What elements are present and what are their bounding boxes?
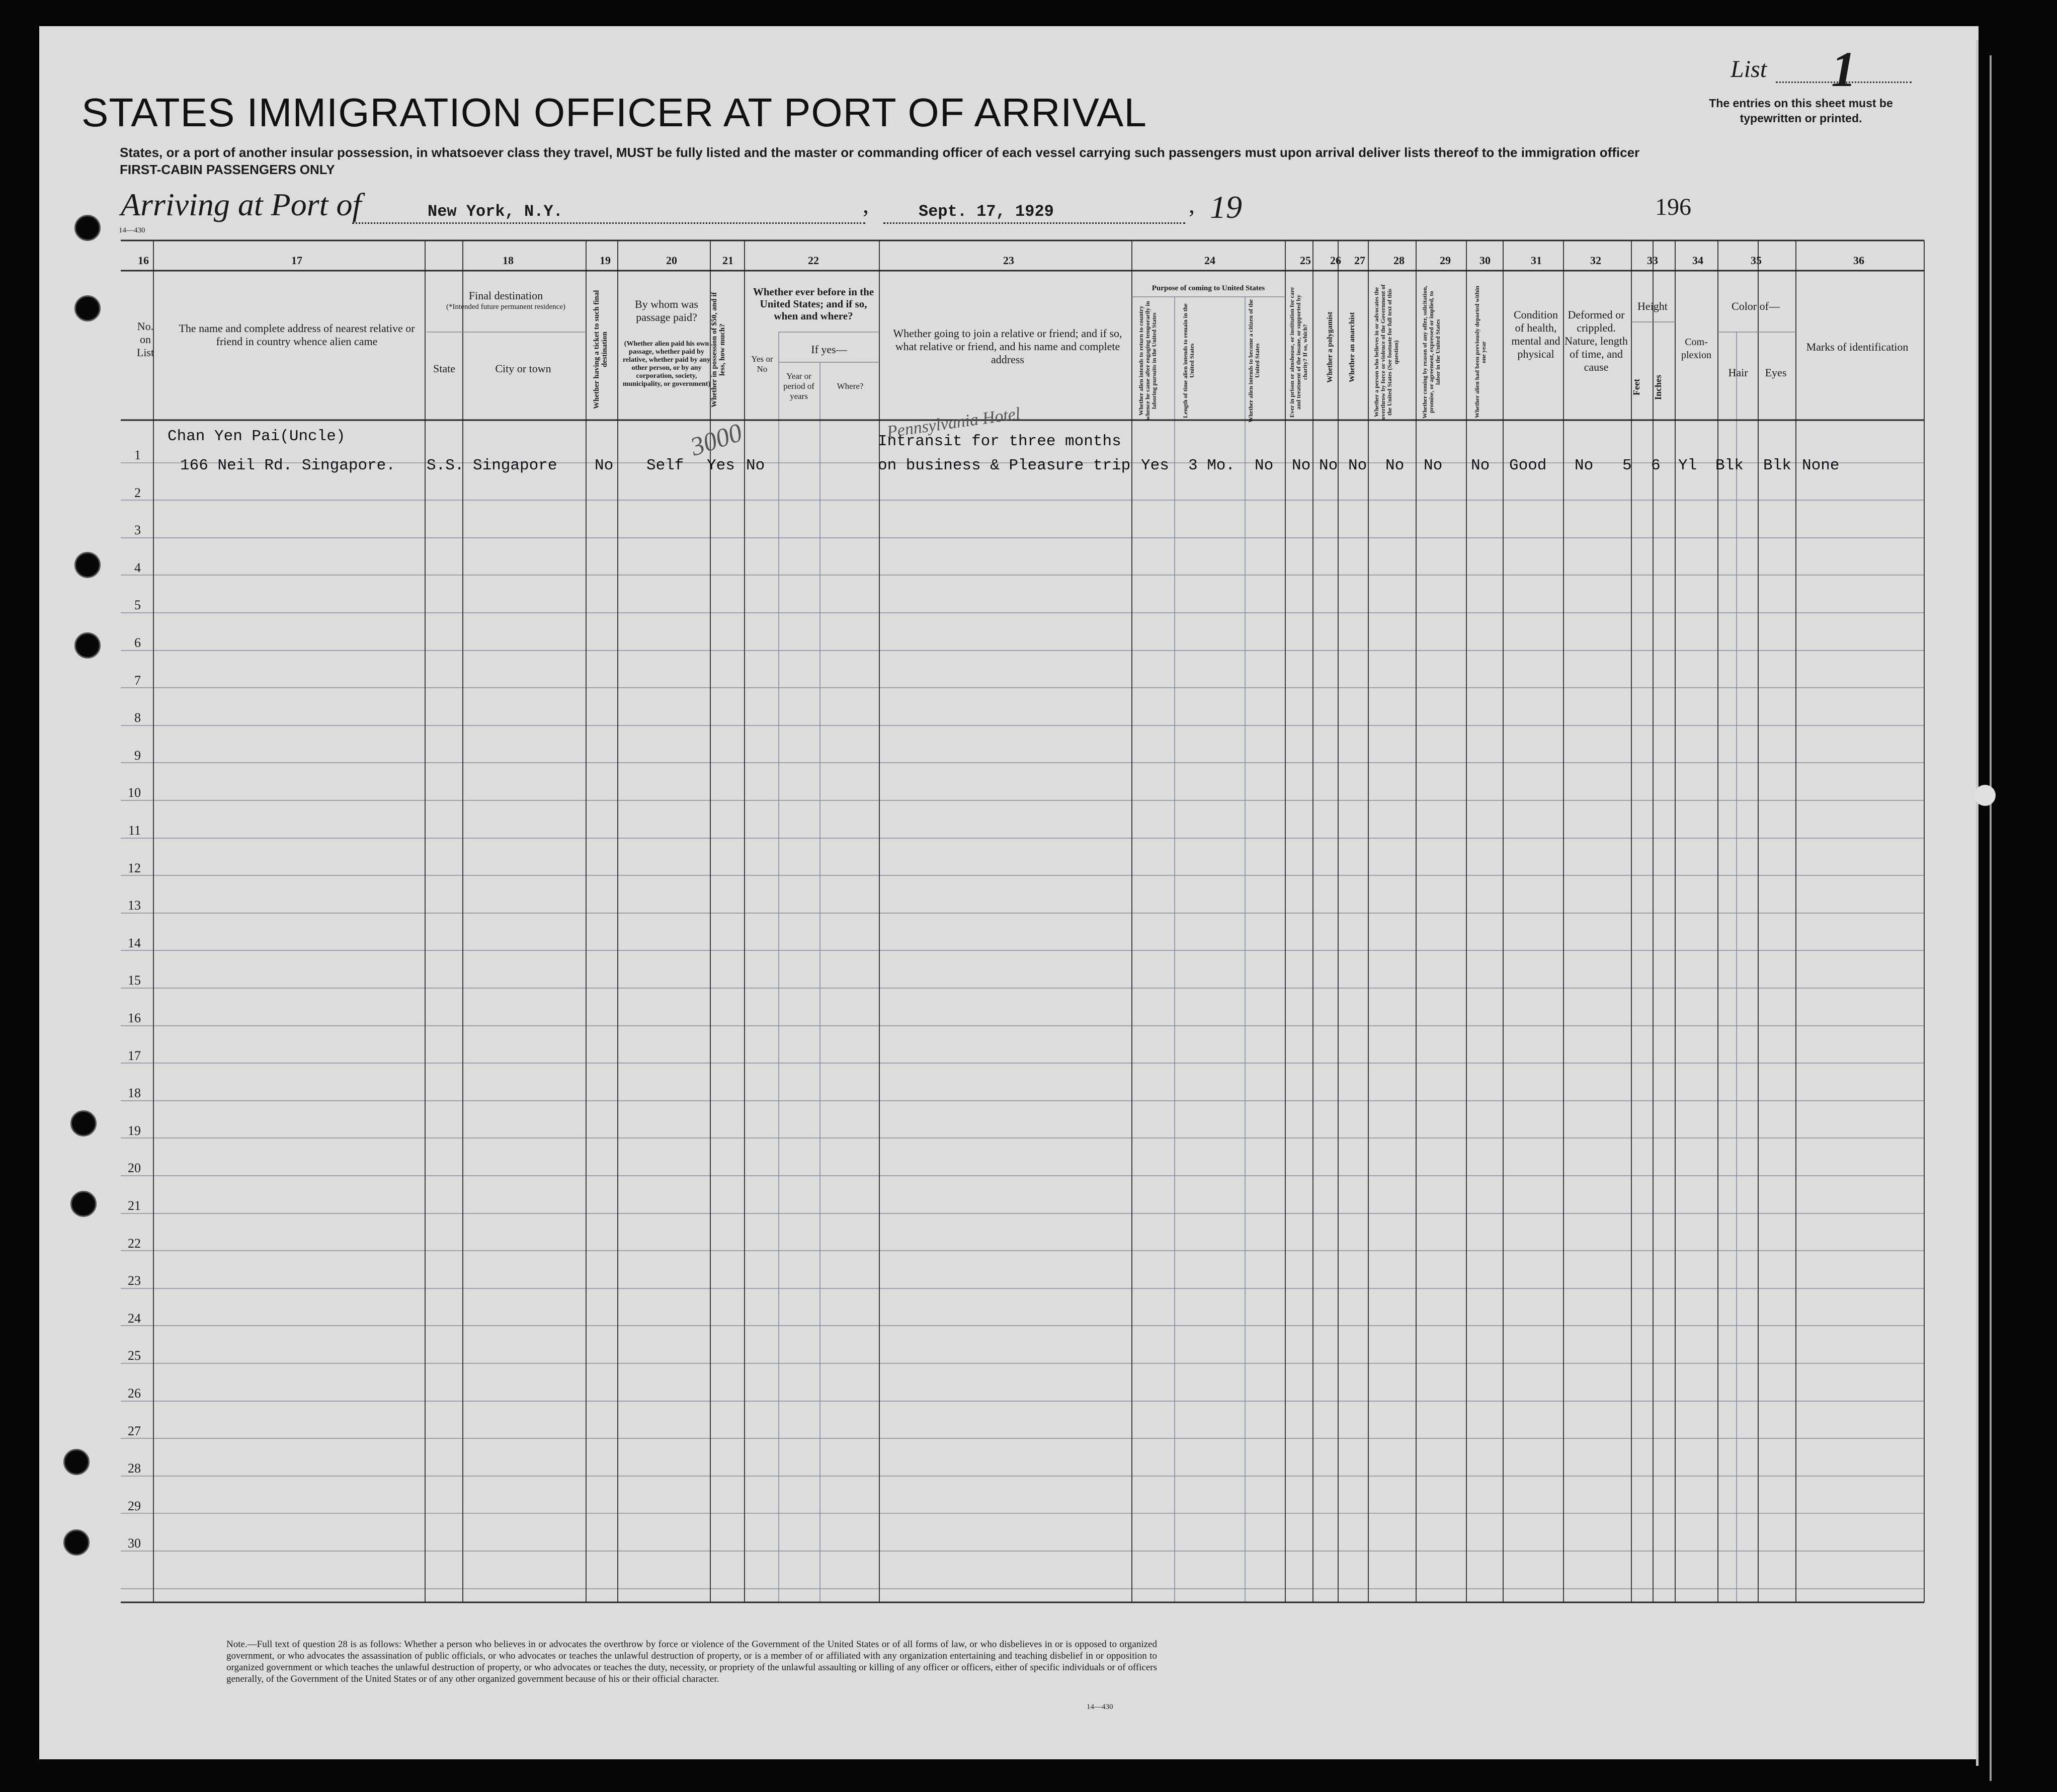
row-number: 17 — [128, 1048, 141, 1063]
header-final-destination-note: (*Intended future permanent residence) — [446, 303, 565, 311]
col-number: 19 — [600, 254, 611, 267]
col-number: 26 — [1330, 254, 1341, 267]
header-height: Height — [1637, 300, 1668, 312]
row-number: 21 — [128, 1198, 141, 1213]
col-number: 29 — [1440, 254, 1451, 267]
header-final-destination: Final destination — [468, 289, 543, 302]
comma-mark: , — [1189, 192, 1195, 218]
page-subtitle: States, or a port of another insular possession, in whatsoever class they travel, MUST be fully listed and the master or commanding officer of each vessel carrying such passengers must upon arrival deliver lists thereof to the immigration officer — [120, 145, 1640, 160]
header-if-yes: If yes— — [811, 343, 847, 356]
row-number: 19 — [128, 1123, 141, 1138]
entry-hair: Blk — [1715, 457, 1744, 474]
row-number: 7 — [134, 673, 141, 688]
list-number: 1 — [1831, 41, 1856, 97]
entry-purpose-a: Yes — [1141, 457, 1169, 474]
header-complexion: Com-plexion — [1681, 337, 1711, 361]
col-number: 35 — [1751, 254, 1762, 267]
row-number: 18 — [128, 1086, 141, 1100]
header-passage-note: (Whether alien paid his own passage, whether paid by relative, whether paid by any other person, or by any corporation, society, municipality, or government) — [622, 340, 711, 388]
header-eyes: Eyes — [1765, 366, 1787, 379]
row-number: 10 — [128, 785, 141, 800]
row-number: 13 — [128, 898, 141, 913]
header-feet: Feet — [1631, 379, 1641, 396]
entry-q30: No — [1471, 457, 1490, 474]
row-number: 14 — [128, 936, 141, 950]
col-number: 31 — [1531, 254, 1542, 267]
col-number: 16 — [138, 254, 149, 267]
row-number: 1 — [134, 448, 141, 462]
header-polygamist: Whether a polygamist — [1326, 311, 1334, 383]
header-q29: Whether coming by reason of any offer, solicitation, promise, or agreement, expressed or implied, to labor in the United States — [1421, 285, 1441, 419]
header-yes-no: Yes or No — [751, 354, 773, 374]
comma-mark: , — [863, 192, 869, 218]
page-title: STATES IMMIGRATION OFFICER AT PORT OF ARRIVAL — [81, 90, 1147, 135]
header-purpose: Purpose of coming to United States — [1151, 284, 1265, 292]
header-ticket: Whether having a ticket to such final destination — [593, 290, 609, 410]
row-number: 30 — [128, 1536, 141, 1551]
row-number: 15 — [128, 973, 141, 988]
header-no-on-list: No. on List — [136, 320, 154, 359]
col-number: 36 — [1853, 254, 1864, 267]
form-code: 14—430 — [119, 226, 145, 234]
header-anarchist: Whether an anarchist — [1348, 312, 1356, 382]
year-prefix: 19 — [1210, 189, 1242, 225]
col-number: 24 — [1204, 254, 1215, 267]
row-number: 2 — [134, 485, 141, 500]
row-number: 5 — [134, 598, 141, 612]
header-hair: Hair — [1728, 366, 1748, 379]
entry-joining-line1: Intransit for three months — [878, 433, 1121, 450]
row-number: 26 — [128, 1386, 141, 1401]
header-before: Whether ever before in the United States; and if so, when and where? — [753, 286, 874, 322]
entry-money-note: 3000 — [687, 418, 746, 462]
row-number: 8 — [134, 710, 141, 725]
row-number: 6 — [134, 635, 141, 650]
row-number: 3 — [134, 523, 141, 537]
header-inches: Inches — [1653, 375, 1663, 400]
row-number: 23 — [128, 1273, 141, 1288]
col-number: 28 — [1393, 254, 1405, 267]
entry-anarchist: No — [1348, 457, 1367, 474]
entry-state: S.S. — [427, 457, 464, 474]
header-relative: The name and complete address of nearest relative or friend in country whence alien came — [179, 322, 415, 348]
entry-complexion: Yl — [1678, 457, 1697, 474]
header-joining: Whether going to join a relative or friend; and if so, what relative or friend, and his name and complete address — [893, 327, 1122, 366]
entry-feet: 5 — [1622, 457, 1632, 474]
row-number: 25 — [128, 1348, 141, 1363]
header-where: Where? — [837, 381, 864, 391]
entries-note: The entries on this sheet must be typewritten or printed. — [1709, 97, 1893, 125]
entry-relative-name: Chan Yen Pai(Uncle) — [168, 428, 346, 445]
row-number: 29 — [128, 1499, 141, 1513]
header-health: Condition of health, mental and physical — [1511, 308, 1560, 360]
row-number: 12 — [128, 861, 141, 875]
entry-prison: No — [1292, 457, 1311, 474]
header-purpose-b: Length of time alien intends to remain in the United States — [1182, 303, 1195, 418]
header-color-of: Color of— — [1732, 300, 1780, 312]
header-year-period: Year or period of years — [783, 371, 814, 401]
entry-q29: No — [1424, 457, 1443, 474]
entry-marks: None — [1802, 457, 1840, 474]
col-number: 17 — [291, 254, 302, 267]
row-number: 24 — [128, 1311, 141, 1326]
row-number: 11 — [128, 823, 141, 838]
col-number: 21 — [722, 254, 733, 267]
entry-polygamist: No — [1319, 457, 1338, 474]
entry-money: Yes — [707, 457, 735, 474]
entry-city: Singapore — [473, 457, 557, 474]
header-money: Whether in possession of $50, and if less, how much? — [710, 292, 726, 408]
list-label: List — [1731, 56, 1767, 83]
entry-relative-address: 166 Neil Rd. Singapore. — [180, 457, 395, 474]
entry-ticket: No — [595, 457, 614, 474]
port-value: New York, N.Y. — [428, 202, 563, 221]
form-code-footer: 14—430 — [1087, 1703, 1113, 1711]
entry-q28: No — [1385, 457, 1405, 474]
header-deformed: Deformed or crippled. Nature, length of time, and cause — [1565, 308, 1628, 373]
row-number: 27 — [128, 1424, 141, 1438]
header-purpose-c: Whether alien intends to become a citizen of the United States — [1247, 299, 1261, 423]
col-number: 22 — [808, 254, 819, 267]
col-number: 32 — [1590, 254, 1601, 267]
header-q30: Whether alien had been previously deported within one year — [1473, 286, 1487, 419]
entry-passage: Self — [646, 457, 684, 474]
row-number: 20 — [128, 1161, 141, 1175]
entry-joining-note: Pennsylvania Hotel — [885, 404, 1022, 442]
header-purpose-a: Whether alien intends to return to country whence he came after engaging temporarily in laboring pursuits in the United States — [1137, 301, 1158, 421]
col-number: 25 — [1300, 254, 1311, 267]
header-city: City or town — [495, 362, 551, 375]
entry-purpose-b: 3 Mo. — [1188, 457, 1236, 474]
row-number: 16 — [128, 1011, 141, 1025]
entry-purpose-c: No — [1255, 457, 1274, 474]
page-number: 196 — [1655, 194, 1691, 220]
header-state: State — [433, 362, 455, 375]
header-q28: Whether a person who believes in or advocates the overthrow by force or violence of the Government of the United States (See footnote for full text of this question) — [1373, 284, 1400, 420]
col-number: 34 — [1692, 254, 1703, 267]
entry-inches: 6 — [1651, 457, 1661, 474]
row-number: 28 — [128, 1461, 141, 1476]
col-number: 27 — [1354, 254, 1365, 267]
row-number: 22 — [128, 1236, 141, 1251]
col-number: 18 — [503, 254, 514, 267]
entry-eyes: Blk — [1763, 457, 1791, 474]
col-number: 33 — [1647, 254, 1658, 267]
col-number: 20 — [666, 254, 677, 267]
header-marks: Marks of identification — [1806, 341, 1909, 353]
col-number: 23 — [1003, 254, 1014, 267]
entry-before: No — [746, 457, 765, 474]
passenger-class: FIRST-CABIN PASSENGERS ONLY — [120, 162, 335, 177]
entry-health: Good — [1509, 457, 1547, 474]
header-passage: By whom was passage paid? — [635, 298, 698, 323]
row-number: 9 — [134, 748, 141, 763]
row-number: 4 — [134, 560, 141, 575]
footnote-question-28: Note.—Full text of question 28 is as follows: Whether a person who believes in or advocates the overthrow by force or violence of the Government of the United States or of all forms of law, or who disbelieves in or is opposed to organized government, or who advocates the assassination of public officials, or who advocates or teaches the unlawful destruction of property, or is a member of or affiliated with any organization entertaining and teaching disbelief in or opposition to organized government or which teaches the unlawful destruction of property, or who advocates or teaches the duty, necessity, or propriety of the unlawful assaulting or killing of any officer or officers, either of specific individuals or of officers generally, of the Government of the United States or of any other organized government because of his or their official character. — [226, 1639, 1157, 1684]
date-value: Sept. 17, 1929 — [919, 202, 1054, 221]
entry-deformed: No — [1575, 457, 1594, 474]
header-prison: Ever in prison or almshouse, or institution for care and treatment of the insane, or supported by charity? If so, which? — [1288, 287, 1308, 418]
arriving-label: Arriving at Port of — [121, 187, 362, 222]
entry-joining-line2: on business & Pleasure trip — [878, 457, 1131, 474]
col-number: 30 — [1479, 254, 1491, 267]
